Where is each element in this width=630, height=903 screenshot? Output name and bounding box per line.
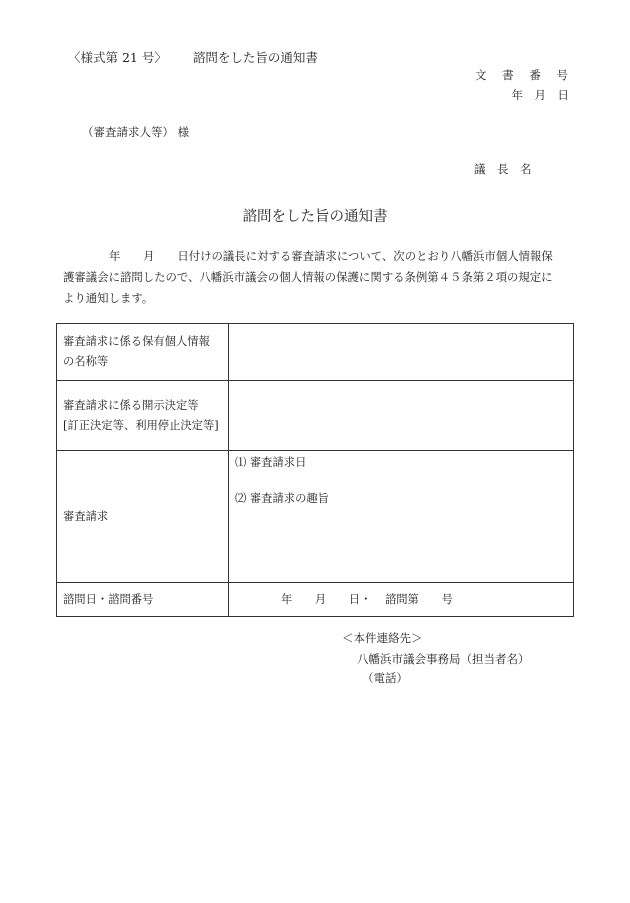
notice-body-line: より通知します。 xyxy=(63,291,154,305)
contact-office: 八幡浜市議会事務局（担当者名） xyxy=(357,652,530,666)
consultation-date-number-label: 諮問日・諮問番号 xyxy=(57,583,229,617)
notice-body-line: 護審議会に諮問したので、八幡浜市議会の個人情報の保護に関する条例第４５条第２項の規定に xyxy=(63,270,553,284)
contact-heading: ＜本件連絡先＞ xyxy=(342,631,423,645)
document-date-label: 年 月 日 xyxy=(511,88,569,102)
review-request-details xyxy=(229,451,574,583)
recipient-name: （審査請求人等） 様 xyxy=(82,125,190,139)
disclosure-decision-value xyxy=(229,381,574,451)
consultation-date-number-value: 年 月 日・ 諮問第 号 xyxy=(229,583,574,617)
personal-info-name-value xyxy=(229,324,574,381)
review-request-label: 審査請求 xyxy=(57,451,229,583)
form-label xyxy=(68,48,318,66)
table-row xyxy=(57,583,574,617)
table-row xyxy=(57,451,574,583)
table-row xyxy=(57,381,574,451)
form-title: 諮問をした旨の通知書 xyxy=(192,50,318,65)
notice-body-line: 年 月 日付けの議長に対する審査請求について、次のとおり八幡浜市個人情報保 xyxy=(109,249,553,263)
table-row xyxy=(57,324,574,381)
disclosure-decision-label: 審査請求に係る開示決定等 [訂正決定等、利用停止決定等] xyxy=(57,381,229,451)
form-number: 〈様式第 21 号〉 xyxy=(68,50,167,65)
review-request-purpose-item: ⑵ 審査請求の趣旨 xyxy=(235,492,329,505)
consultation-info-table xyxy=(56,323,574,617)
notice-body xyxy=(63,246,573,309)
personal-info-name-label: 審査請求に係る保有個人情報 の名称等 xyxy=(57,324,229,381)
document-title: 諮問をした旨の通知書 xyxy=(242,209,388,225)
sender-chairman-name: 議 長 名 xyxy=(474,162,532,176)
document-number-label: 文 書 番 号 xyxy=(475,68,574,82)
review-request-date-item: ⑴ 審査請求日 xyxy=(235,456,307,469)
contact-phone: （電話） xyxy=(362,671,408,685)
